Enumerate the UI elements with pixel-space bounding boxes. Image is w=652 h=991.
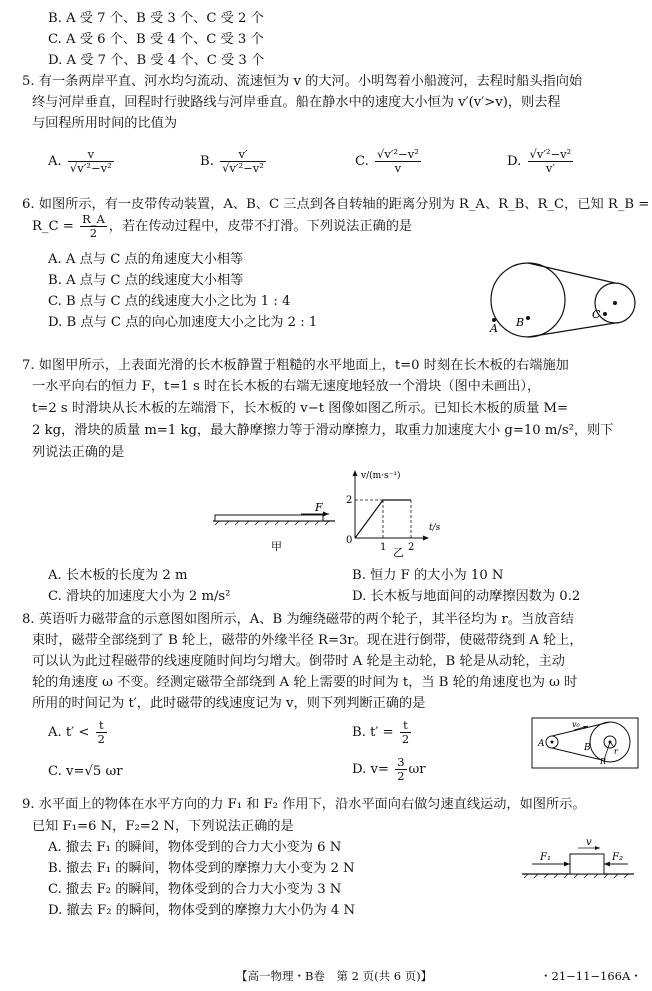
force-arrow-head — [323, 512, 329, 517]
q7-stem-line4: 2 kg，滑块的质量 m=1 kg，最大静摩擦力等于滑动摩擦力，取重力加速度大小 g=10 m/s²，则下 — [32, 423, 614, 438]
q7-option-b: B. 恒力 F 的大小为 10 N — [352, 568, 504, 583]
q4-option-d: D. A 受 7 个、B 受 4 个、C 受 3 个 — [48, 53, 265, 68]
axle-c — [613, 301, 617, 305]
q8-option-a: A. t′ < $\frac{t}{2}$ — [48, 718, 105, 746]
q8-stem-line2: 束时，磁带全部绕到了 B 轮上，磁带的外缘半径 R=3r。现在进行倒带，使磁带绕到 A 轮上， — [32, 633, 583, 648]
q6-option-b: B. A 点与 C 点的线速度大小相等 — [48, 273, 244, 288]
q7-stem-line5: 列说法正确的是 — [32, 445, 125, 460]
q6-stem-line2: R_C = $\frac{R\_A}{2}$ ，若在传动过程中，皮带不打滑。下列说法正确的是 — [32, 212, 413, 240]
belt-drive-figure — [470, 256, 640, 341]
label-b: B — [516, 316, 525, 329]
label-b: B — [584, 743, 591, 753]
label-f1: F₁ — [540, 852, 551, 863]
caption-yi: 乙 — [393, 546, 404, 558]
label-v: v — [586, 837, 592, 848]
label-f2: F₂ — [612, 852, 623, 863]
footer-page-info: 【高一物理・B卷 第 2 页(共 6 页)】 — [236, 969, 433, 983]
label-r: r — [614, 747, 618, 756]
q7-option-d: D. 长木板与地面间的动摩擦因数为 0.2 — [352, 589, 581, 604]
q9-option-d: D. 撤去 F₂ 的瞬间，物体受到的摩擦力大小仍为 4 N — [48, 903, 355, 918]
q8-option-c: C. v=√5 ωr — [48, 764, 123, 779]
q7-figure — [205, 466, 465, 558]
large-wheel — [491, 263, 565, 337]
q5-option-a: A. $\frac{v}{\text{√v′²−v²}}$ — [48, 147, 112, 175]
belt-bottom — [528, 323, 615, 337]
q5-option-b: B. $\frac{v'}{\text{√v′²−v²}}$ — [200, 147, 264, 175]
q8-stem-line1: 8. 英语听力磁带盒的示意图如图所示，A、B 为缠绕磁带的两个轮子，其半径均为 r。当放音结 — [22, 612, 574, 627]
q6-option-d: D. B 点与 C 点的向心加速度大小之比为 2 : 1 — [48, 315, 318, 330]
q9-option-c: C. 撤去 F₂ 的瞬间，物体受到的合力大小变为 3 N — [48, 882, 342, 897]
t-tick-1: 1 — [380, 542, 387, 553]
q9-option-a: A. 撤去 F₁ 的瞬间，物体受到的合力大小变为 6 N — [48, 840, 342, 855]
label-c: C — [592, 308, 601, 321]
point-b — [526, 316, 530, 320]
q7-stem-line3: t=2 s 时滑块从长木板的左端滑下，长木板的 v−t 图像如图乙所示。已知长木板的质量 M= — [32, 401, 569, 416]
label-v0: v₀ — [572, 720, 580, 729]
point-c — [603, 312, 607, 316]
caption-jia: 甲 — [271, 540, 282, 553]
tape-cassette-figure — [530, 716, 642, 772]
q7-option-a: A. 长木板的长度为 2 m — [48, 568, 188, 583]
q4-option-c: C. A 受 6 个、B 受 4 个、C 受 3 个 — [48, 32, 264, 47]
q7-stem-line2: 一水平向右的恒力 F，t=1 s 时在长木板的右端无速度地轻放一个滑块（图中未画出）， — [32, 379, 541, 394]
t-axis-label: t/s — [429, 523, 441, 533]
origin-label: 0 — [346, 535, 353, 546]
label-a: A — [538, 739, 545, 749]
q9-option-b: B. 撤去 F₁ 的瞬间，物体受到的摩擦力大小变为 2 N — [48, 861, 355, 876]
v-tick-2: 2 — [346, 495, 353, 506]
q8-stem-line4: 轮的角速度 ω 不变。经测定磁带全部绕到 A 轮上需要的时间为 t，当 B 轮的角速度也为 ω 时 — [32, 675, 578, 690]
q5-option-d: D. $\frac{\text{√v′²−v²}}{v'}$ — [507, 147, 572, 175]
q7-option-c: C. 滑块的加速度大小为 2 m/s² — [48, 589, 231, 604]
vt-rise — [355, 500, 383, 538]
q6-option-c: C. B 点与 C 点的线速度大小之比为 1 : 4 — [48, 294, 291, 309]
label-a: A — [490, 322, 498, 335]
q7-stem-line1: 7. 如图甲所示，上表面光滑的长木板静置于粗糙的水平地面上，t=0 时刻在长木板的右端施加 — [22, 358, 569, 373]
q4-option-b: B. A 受 7 个、B 受 3 个、C 受 2 个 — [48, 11, 264, 26]
q6-stem-line1: 6. 如图所示，有一皮带传动装置，A、B、C 三点到各自转轴的距离分别为 R_A、R_B、R_C，已知 R_B = — [22, 197, 650, 212]
force-label: F — [315, 501, 323, 514]
q9-stem-line2: 已知 F₁=6 N，F₂=2 N，下列说法正确的是 — [32, 819, 294, 834]
belt-top — [528, 263, 615, 283]
block-forces-figure — [518, 836, 638, 886]
t-tick-2: 2 — [408, 542, 415, 553]
q8-option-d: D. v= $\frac{3}{2}$ ωr — [352, 755, 426, 783]
q8-stem-line3: 可以认为此过程磁带的线速度随时间均匀增大。倒带时 A 轮是主动轮，B 轮是从动轮，主动 — [32, 654, 565, 669]
block — [570, 854, 604, 874]
q5-stem-line1: 5. 有一条两岸平直、河水均匀流动、流速恒为 v 的大河。小明驾着小船渡河，去程时船头指向始 — [22, 74, 583, 89]
q8-option-b: B. t′ = $\frac{t}{2}$ — [352, 718, 410, 746]
q5-stem-line2: 终与河岸垂直，回程时行驶路线与河岸垂直。船在静水中的速度大小恒为 v′(v′>v)，则去程 — [32, 95, 561, 110]
long-board — [215, 515, 323, 521]
footer-code: ・21−11−166A・ — [540, 969, 642, 983]
q9-stem-line1: 9. 水平面上的物体在水平方向的力 F₁ 和 F₂ 作用下，沿水平面向右做匀速直线运动，如图所示。 — [22, 797, 586, 812]
v-axis-label: v/(m·s⁻¹) — [361, 471, 401, 481]
label-big-r: R — [600, 757, 607, 766]
q5-stem-line3: 与回程所用时间的比值为 — [32, 116, 178, 131]
q8-stem-line5: 所用的时间记为 t′，此时磁带的线速度记为 v，则下列判断正确的是 — [32, 696, 426, 711]
q5-option-c: C. $\frac{\text{√v′²−v²}}{v}$ — [355, 147, 419, 175]
q6-option-a: A. A 点与 C 点的角速度大小相等 — [48, 252, 244, 267]
